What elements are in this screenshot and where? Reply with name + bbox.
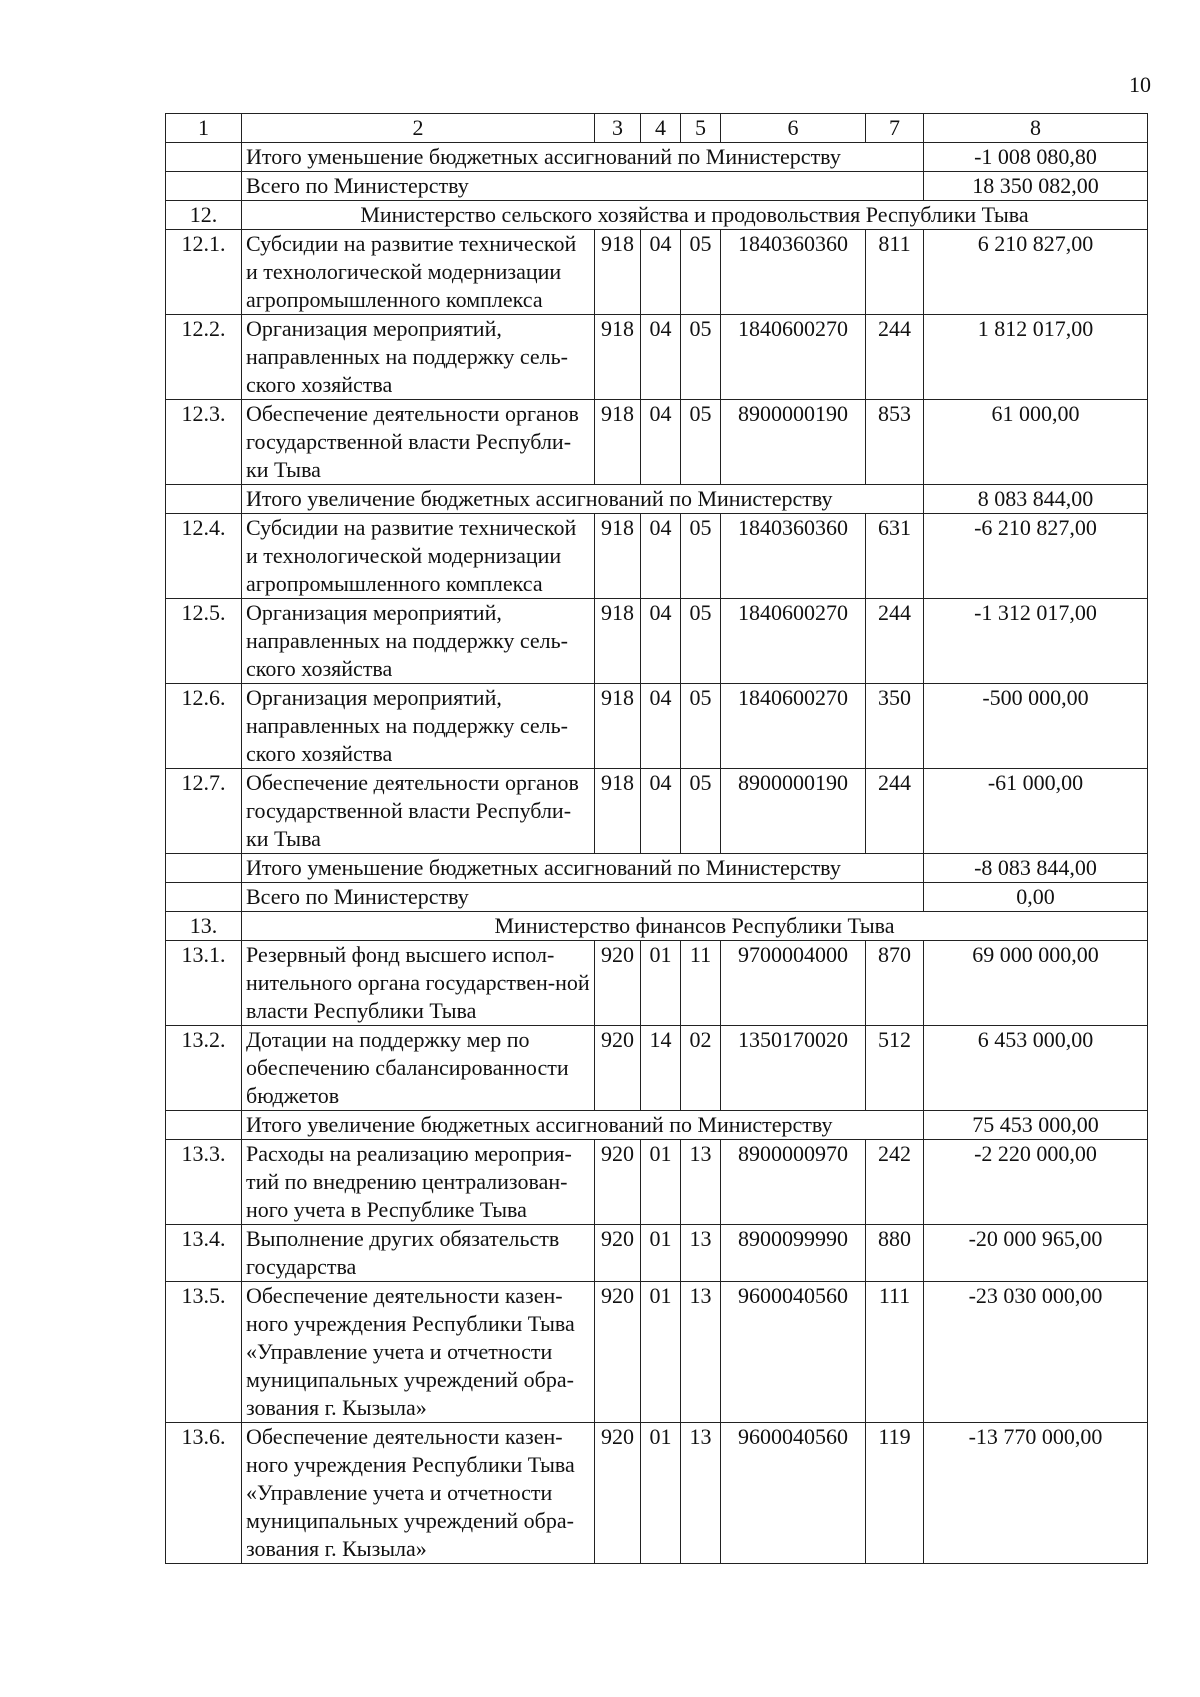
amount-cell: 6 453 000,00 [924,1026,1148,1111]
amount-cell: 69 000 000,00 [924,941,1148,1026]
table-row [166,230,1148,315]
expense-type-cell: 631 [866,514,924,599]
summary-row [166,172,1148,201]
expense-type-cell: 119 [866,1423,924,1564]
empty-cell [166,883,242,912]
expense-type-cell: 111 [866,1282,924,1423]
amount-cell: -6 210 827,00 [924,514,1148,599]
ministry-code-cell: 918 [595,769,641,854]
section-code-cell: 04 [641,514,681,599]
header-cell: 4 [641,114,681,143]
subsection-code-cell: 05 [681,514,721,599]
expense-type-cell: 350 [866,684,924,769]
section-code-cell: 04 [641,769,681,854]
summary-row [166,883,1148,912]
header-cell: 2 [242,114,595,143]
amount-cell: -1 008 080,80 [924,143,1148,172]
header-cell: 1 [166,114,242,143]
section-code-cell: 04 [641,230,681,315]
item-description: Обеспечение деятельности органов государственной власти Республи-ки Тыва [242,769,595,854]
target-article-cell: 8900000190 [721,769,866,854]
header-cell: 5 [681,114,721,143]
summary-label: Итого уменьшение бюджетных ассигнований по Министерству [242,854,924,883]
empty-cell [166,485,242,514]
expense-type-cell: 870 [866,941,924,1026]
summary-row [166,854,1148,883]
summary-label: Итого уменьшение бюджетных ассигнований по Министерству [242,143,924,172]
item-description: Организация мероприятий, направленных на поддержку сель-ского хозяйства [242,684,595,769]
ministry-code-cell: 918 [595,514,641,599]
amount-cell: -20 000 965,00 [924,1225,1148,1282]
expense-type-cell: 512 [866,1026,924,1111]
item-description: Дотации на поддержку мер по обеспечению сбалансированности бюджетов [242,1026,595,1111]
expense-type-cell: 242 [866,1140,924,1225]
ministry-name: Министерство сельского хозяйства и продовольствия Республики Тыва [242,201,1148,230]
row-number: 13.1. [166,941,242,1026]
ministry-row [166,201,1148,230]
ministry-code-cell: 918 [595,599,641,684]
table-row [166,769,1148,854]
subsection-code-cell: 13 [681,1225,721,1282]
section-code-cell: 01 [641,1140,681,1225]
amount-cell: -2 220 000,00 [924,1140,1148,1225]
target-article-cell: 1840360360 [721,230,866,315]
table-row [166,1140,1148,1225]
subsection-code-cell: 11 [681,941,721,1026]
item-description: Организация мероприятий, направленных на поддержку сель-ского хозяйства [242,599,595,684]
table-row [166,1282,1148,1423]
amount-cell: 75 453 000,00 [924,1111,1148,1140]
summary-label: Всего по Министерству [242,883,924,912]
amount-cell: 0,00 [924,883,1148,912]
summary-label: Всего по Министерству [242,172,924,201]
item-description: Резервный фонд высшего испол-нительного органа государствен-ной власти Республики Тыва [242,941,595,1026]
ministry-code-cell: 920 [595,941,641,1026]
row-number: 12.7. [166,769,242,854]
section-code-cell: 01 [641,1423,681,1564]
subsection-code-cell: 05 [681,230,721,315]
header-cell: 3 [595,114,641,143]
row-number: 13.2. [166,1026,242,1111]
row-number: 12.2. [166,315,242,400]
section-code-cell: 01 [641,1225,681,1282]
row-number: 12.1. [166,230,242,315]
amount-cell: 8 083 844,00 [924,485,1148,514]
expense-type-cell: 244 [866,769,924,854]
row-number: 13.6. [166,1423,242,1564]
ministry-code-cell: 920 [595,1282,641,1423]
target-article-cell: 1840600270 [721,684,866,769]
row-number: 13.3. [166,1140,242,1225]
expense-type-cell: 853 [866,400,924,485]
row-number: 13.5. [166,1282,242,1423]
section-code-cell: 04 [641,599,681,684]
table-row [166,1423,1148,1564]
subsection-code-cell: 05 [681,684,721,769]
subsection-code-cell: 05 [681,315,721,400]
target-article-cell: 8900099990 [721,1225,866,1282]
subsection-code-cell: 05 [681,769,721,854]
target-article-cell: 9600040560 [721,1282,866,1423]
item-description: Организация мероприятий, направленных на поддержку сель-ского хозяйства [242,315,595,400]
amount-cell: 1 812 017,00 [924,315,1148,400]
ministry-row [166,912,1148,941]
row-number: 12. [166,201,242,230]
target-article-cell: 1840360360 [721,514,866,599]
amount-cell: -13 770 000,00 [924,1423,1148,1564]
section-code-cell: 04 [641,315,681,400]
row-number: 12.6. [166,684,242,769]
summary-row [166,1111,1148,1140]
row-number: 13. [166,912,242,941]
header-cell: 6 [721,114,866,143]
table-row [166,400,1148,485]
item-description: Выполнение других обязательств государства [242,1225,595,1282]
row-number: 12.4. [166,514,242,599]
item-description: Субсидии на развитие технической и технологической модернизации агропромышленного комплекса [242,230,595,315]
target-article-cell: 1350170020 [721,1026,866,1111]
item-description: Субсидии на развитие технической и технологической модернизации агропромышленного комплекса [242,514,595,599]
summary-row [166,143,1148,172]
section-code-cell: 04 [641,684,681,769]
expense-type-cell: 880 [866,1225,924,1282]
table-row [166,514,1148,599]
ministry-code-cell: 920 [595,1423,641,1564]
expense-type-cell: 811 [866,230,924,315]
row-number: 12.3. [166,400,242,485]
budget-allocation-table [165,113,1148,1564]
item-description: Обеспечение деятельности казен-ного учреждения Республики Тыва «Управление учета и отчетности муниципальных учреждений обра-зования г. Кызыла» [242,1423,595,1564]
subsection-code-cell: 13 [681,1423,721,1564]
table-row [166,684,1148,769]
item-description: Обеспечение деятельности казен-ного учреждения Республики Тыва «Управление учета и отчетности муниципальных учреждений обра-зования г. Кызыла» [242,1282,595,1423]
section-code-cell: 14 [641,1026,681,1111]
ministry-code-cell: 918 [595,315,641,400]
item-description: Расходы на реализацию мероприя-тий по внедрению централизован-ного учета в Республике Тыва [242,1140,595,1225]
table-row [166,1026,1148,1111]
row-number: 13.4. [166,1225,242,1282]
summary-row [166,485,1148,514]
table-row [166,941,1148,1026]
table-row [166,1225,1148,1282]
target-article-cell: 1840600270 [721,315,866,400]
ministry-code-cell: 918 [595,400,641,485]
amount-cell: -1 312 017,00 [924,599,1148,684]
amount-cell: -61 000,00 [924,769,1148,854]
target-article-cell: 8900000970 [721,1140,866,1225]
ministry-code-cell: 920 [595,1026,641,1111]
ministry-code-cell: 918 [595,684,641,769]
ministry-code-cell: 920 [595,1140,641,1225]
amount-cell: -23 030 000,00 [924,1282,1148,1423]
ministry-name: Министерство финансов Республики Тыва [242,912,1148,941]
subsection-code-cell: 13 [681,1282,721,1423]
amount-cell: -500 000,00 [924,684,1148,769]
target-article-cell: 8900000190 [721,400,866,485]
table-header-row [166,114,1148,143]
target-article-cell: 9600040560 [721,1423,866,1564]
target-article-cell: 9700004000 [721,941,866,1026]
empty-cell [166,854,242,883]
empty-cell [166,172,242,201]
page-number: 10 [1129,72,1151,97]
section-code-cell: 04 [641,400,681,485]
empty-cell [166,143,242,172]
subsection-code-cell: 05 [681,400,721,485]
summary-label: Итого увеличение бюджетных ассигнований по Министерству [242,485,924,514]
header-cell: 7 [866,114,924,143]
summary-label: Итого увеличение бюджетных ассигнований по Министерству [242,1111,924,1140]
expense-type-cell: 244 [866,315,924,400]
ministry-code-cell: 918 [595,230,641,315]
item-description: Обеспечение деятельности органов государственной власти Республи-ки Тыва [242,400,595,485]
amount-cell: 18 350 082,00 [924,172,1148,201]
subsection-code-cell: 05 [681,599,721,684]
amount-cell: -8 083 844,00 [924,854,1148,883]
row-number: 12.5. [166,599,242,684]
subsection-code-cell: 13 [681,1140,721,1225]
amount-cell: 61 000,00 [924,400,1148,485]
expense-type-cell: 244 [866,599,924,684]
section-code-cell: 01 [641,1282,681,1423]
subsection-code-cell: 02 [681,1026,721,1111]
amount-cell: 6 210 827,00 [924,230,1148,315]
table-row [166,315,1148,400]
target-article-cell: 1840600270 [721,599,866,684]
section-code-cell: 01 [641,941,681,1026]
ministry-code-cell: 920 [595,1225,641,1282]
empty-cell [166,1111,242,1140]
table-row [166,599,1148,684]
header-cell: 8 [924,114,1148,143]
